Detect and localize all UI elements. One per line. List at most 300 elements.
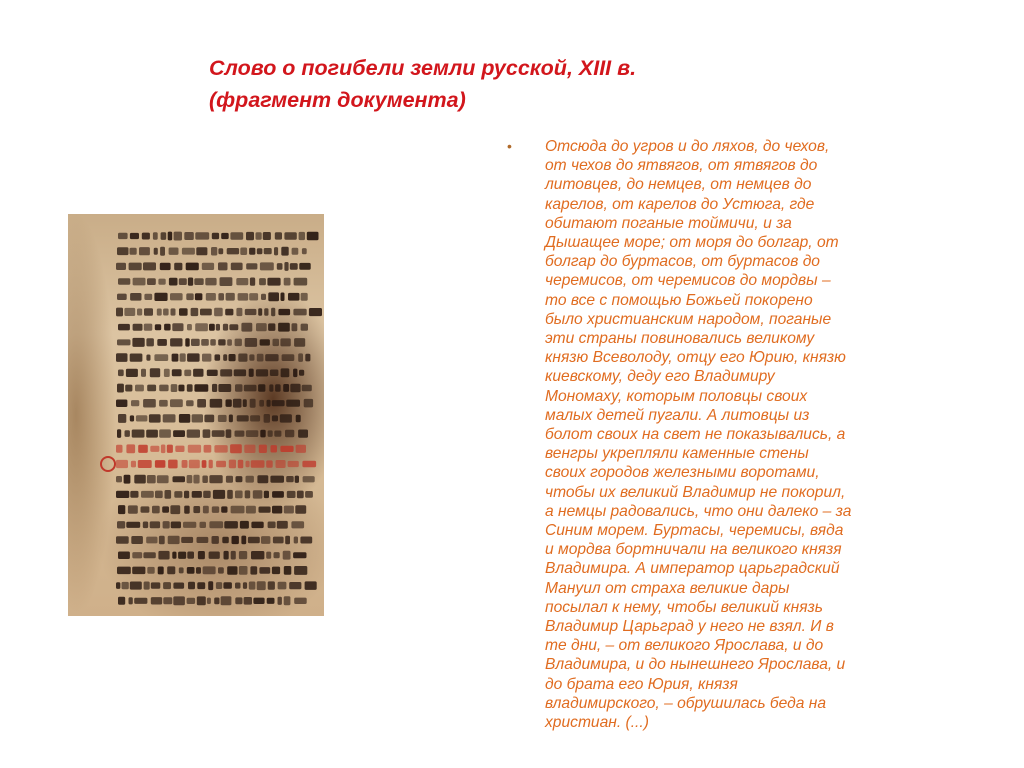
manuscript-script-stroke [261, 536, 270, 544]
manuscript-script-stroke [158, 551, 169, 560]
manuscript-script-stroke [226, 476, 233, 483]
manuscript-script-stroke [147, 278, 156, 285]
manuscript-script-stroke [295, 476, 299, 483]
manuscript-script-stroke [224, 521, 238, 528]
manuscript-script-stroke [275, 384, 281, 391]
manuscript-script-stroke [257, 581, 266, 590]
manuscript-script-stroke [259, 567, 270, 574]
manuscript-script-stroke [231, 506, 245, 514]
manuscript-script-stroke [268, 323, 275, 331]
manuscript-script-stroke [118, 414, 126, 423]
manuscript-script-stroke [179, 308, 188, 316]
manuscript-script-stroke [278, 323, 290, 332]
body-line: и мордва бортничали на великого князя [545, 541, 842, 559]
manuscript-image [68, 214, 324, 616]
manuscript-script-stroke [236, 278, 248, 285]
manuscript-script-stroke [174, 491, 182, 498]
manuscript-script-stroke [251, 460, 265, 468]
body-line: карелов, от карелов до Устюга, где [545, 195, 815, 213]
manuscript-script-stroke [197, 596, 206, 605]
manuscript-script-stroke [142, 233, 150, 240]
manuscript-script-stroke [169, 248, 179, 255]
manuscript-script-stroke [286, 476, 294, 482]
title-line-2: (фрагмент документа) [209, 88, 466, 112]
manuscript-script-stroke [149, 414, 161, 422]
manuscript-script-stroke [163, 521, 170, 528]
manuscript-script-stroke [241, 536, 246, 545]
title-line-1: Слово о погибели земли русской, XIII в. [209, 56, 637, 80]
manuscript-script-stroke [117, 521, 125, 528]
body-line: Синим морем. Буртасы, черемисы, вяда [545, 522, 844, 540]
manuscript-script-stroke [267, 400, 271, 407]
manuscript-script-stroke [259, 507, 271, 513]
manuscript-script-stroke [132, 567, 145, 575]
manuscript-script-stroke [245, 338, 257, 347]
manuscript-script-stroke [116, 445, 123, 453]
manuscript-script-stroke [128, 505, 138, 513]
manuscript-script-stroke [257, 248, 263, 254]
manuscript-script-stroke [191, 308, 199, 316]
manuscript-script-stroke [229, 415, 233, 423]
body-line: Отсюда до угров и до ляхов, до чехов, [545, 138, 830, 155]
manuscript-script-stroke [231, 551, 236, 560]
manuscript-script-stroke [125, 385, 132, 392]
manuscript-script-stroke [235, 583, 241, 589]
body-line: Владимир Царьград у него не взял. И в [545, 618, 834, 636]
manuscript-script-stroke [183, 522, 196, 528]
manuscript-script-stroke [225, 309, 233, 316]
manuscript-script-stroke [132, 430, 145, 438]
manuscript-script-stroke [258, 308, 262, 315]
manuscript-script-stroke [163, 309, 169, 316]
manuscript-script-stroke [171, 522, 181, 529]
manuscript-script-stroke [268, 522, 276, 529]
manuscript-script-stroke [187, 353, 200, 361]
manuscript-script-stroke [301, 324, 308, 331]
manuscript-script-stroke [154, 248, 158, 255]
manuscript-script-stroke [117, 294, 127, 300]
manuscript-script-stroke [179, 567, 184, 573]
manuscript-script-stroke [257, 354, 264, 362]
manuscript-script-stroke [207, 598, 211, 604]
body-line: обитают поганые тоймичи, и за [545, 214, 792, 232]
manuscript-script-stroke [256, 369, 268, 376]
manuscript-script-stroke [202, 476, 208, 484]
manuscript-script-stroke [232, 536, 239, 544]
manuscript-script-stroke [143, 262, 156, 270]
manuscript-script-stroke [196, 567, 201, 574]
manuscript-script-stroke [284, 232, 296, 239]
bullet-icon: • [507, 138, 512, 154]
manuscript-script-stroke [202, 354, 211, 362]
manuscript-script-stroke [163, 414, 176, 422]
manuscript-script-stroke [146, 537, 157, 544]
manuscript-script-stroke [200, 309, 212, 316]
manuscript-script-stroke [273, 537, 284, 544]
manuscript-script-stroke [276, 460, 286, 468]
manuscript-script-stroke [304, 399, 313, 408]
manuscript-script-stroke [131, 461, 136, 468]
manuscript-script-stroke [198, 551, 205, 559]
manuscript-script-stroke [209, 324, 215, 331]
manuscript-script-stroke [144, 582, 150, 590]
manuscript-script-stroke [284, 566, 292, 575]
manuscript-script-stroke [246, 461, 250, 468]
manuscript-script-stroke [238, 460, 244, 469]
manuscript-script-stroke [229, 354, 236, 361]
body-line: болгар до буртасов, от буртасов до [545, 253, 820, 271]
manuscript-script-stroke [184, 491, 189, 499]
manuscript-script-stroke [159, 400, 168, 407]
manuscript-script-stroke [305, 581, 317, 590]
manuscript-script-stroke [197, 582, 205, 589]
manuscript-script-stroke [116, 460, 128, 468]
manuscript-script-stroke [294, 278, 308, 286]
manuscript-script-stroke [151, 582, 161, 588]
manuscript-script-stroke [117, 384, 124, 393]
manuscript-script-stroke [192, 491, 202, 498]
manuscript-script-stroke [227, 248, 239, 254]
manuscript-script-stroke [203, 429, 211, 438]
manuscript-script-stroke [116, 263, 126, 270]
manuscript-script-stroke [147, 475, 156, 483]
manuscript-script-stroke [216, 461, 226, 467]
manuscript-script-stroke [264, 248, 272, 254]
manuscript-script-stroke [165, 490, 172, 499]
manuscript-script-stroke [161, 232, 167, 240]
manuscript-script-stroke [249, 293, 258, 300]
manuscript-script-stroke [116, 353, 128, 362]
manuscript-script-stroke [223, 354, 227, 361]
body-line: малых детей пугали. А литовцы из [545, 406, 810, 424]
manuscript-script-stroke [302, 385, 312, 391]
manuscript-script-stroke [295, 505, 306, 514]
manuscript-script-stroke [162, 506, 169, 512]
manuscript-script-stroke [205, 278, 216, 286]
manuscript-script-stroke [288, 461, 299, 467]
manuscript-script-stroke [218, 262, 228, 270]
body-line: то все с помощью Божьей покорено [545, 291, 813, 309]
manuscript-script-stroke [246, 232, 254, 240]
manuscript-script-stroke [293, 369, 297, 378]
manuscript-script-stroke [131, 536, 143, 544]
manuscript-script-stroke [216, 324, 220, 331]
manuscript-script-stroke [249, 582, 256, 590]
body-line: Мануил от страха великие дары [545, 579, 790, 597]
manuscript-script-stroke [264, 308, 268, 316]
manuscript-script-stroke [170, 399, 183, 407]
manuscript-script-stroke [203, 491, 211, 498]
manuscript-script-stroke [233, 399, 242, 408]
manuscript-script-stroke [173, 430, 185, 437]
manuscript-script-stroke [266, 552, 271, 559]
manuscript-script-stroke [240, 521, 249, 529]
manuscript-script-stroke [144, 308, 153, 316]
manuscript-script-stroke [230, 232, 243, 239]
manuscript-script-stroke [222, 537, 229, 543]
manuscript-script-stroke [284, 506, 294, 514]
manuscript-script-stroke [164, 369, 170, 377]
manuscript-script-stroke [188, 445, 201, 453]
manuscript-script-stroke [117, 429, 121, 438]
manuscript-script-stroke [135, 385, 144, 392]
manuscript-script-stroke [237, 415, 249, 421]
manuscript-script-stroke [291, 521, 304, 528]
body-line: Дышащее море; от моря до болгар, от [545, 234, 839, 252]
manuscript-script-stroke [293, 309, 306, 316]
manuscript-script-stroke [137, 309, 142, 316]
manuscript-script-stroke [244, 445, 255, 453]
manuscript-script-stroke [116, 491, 129, 498]
manuscript-script-stroke [184, 370, 191, 377]
manuscript-script-stroke [212, 506, 219, 513]
manuscript-script-stroke [209, 521, 223, 528]
manuscript-script-stroke [272, 491, 284, 498]
manuscript-script-stroke [263, 232, 271, 240]
manuscript-script-stroke [118, 552, 130, 560]
manuscript-script-stroke [178, 552, 186, 559]
manuscript-script-stroke [158, 567, 164, 575]
manuscript-script-stroke [174, 232, 182, 241]
manuscript-script-stroke [250, 415, 260, 421]
manuscript-script-stroke [173, 596, 185, 605]
manuscript-script-stroke [269, 384, 273, 391]
manuscript-script-stroke [163, 582, 171, 589]
manuscript-script-stroke [235, 384, 243, 392]
manuscript-script-stroke [202, 263, 214, 270]
manuscript-script-stroke [214, 598, 219, 605]
manuscript-script-stroke [132, 552, 142, 558]
manuscript-script-stroke [309, 308, 322, 316]
manuscript-script-stroke [204, 415, 214, 423]
manuscript-script-stroke [221, 506, 227, 512]
manuscript-script-stroke [208, 581, 213, 590]
manuscript-script-stroke [212, 233, 219, 240]
manuscript-script-stroke [218, 339, 225, 345]
manuscript-script-stroke [296, 415, 301, 423]
manuscript-script-stroke [131, 400, 139, 406]
manuscript-script-stroke [271, 445, 278, 452]
manuscript-script-stroke [243, 399, 247, 407]
manuscript-script-stroke [194, 278, 203, 285]
manuscript-script-stroke [256, 232, 262, 239]
manuscript-script-stroke [285, 430, 294, 438]
body-line: христиан. (...) [545, 714, 649, 732]
manuscript-script-stroke [146, 338, 154, 346]
manuscript-script-stroke [299, 263, 310, 270]
manuscript-script-stroke [293, 552, 306, 558]
body-line: князю Всеволоду, отцу его Юрию, князю [545, 349, 846, 367]
manuscript-script-stroke [251, 551, 264, 559]
manuscript-script-stroke [259, 278, 266, 285]
body-line: было христианским народом, поганые [545, 310, 832, 328]
manuscript-script-stroke [250, 566, 257, 574]
manuscript-script-stroke [290, 384, 300, 393]
manuscript-script-stroke [185, 338, 189, 346]
manuscript-script-stroke [187, 552, 194, 559]
manuscript-script-stroke [303, 476, 315, 482]
manuscript-script-stroke [116, 476, 122, 482]
manuscript-script-stroke [245, 309, 257, 315]
manuscript-script-stroke [251, 522, 263, 529]
manuscript-script-stroke [141, 506, 150, 512]
manuscript-script-stroke [195, 323, 208, 331]
manuscript-script-stroke [283, 551, 291, 560]
manuscript-script-stroke [195, 293, 203, 300]
manuscript-script-stroke [280, 414, 292, 422]
manuscript-script-stroke [223, 582, 232, 589]
manuscript-script-stroke [116, 536, 129, 544]
manuscript-script-stroke [253, 490, 263, 498]
manuscript-script-stroke [157, 339, 167, 346]
manuscript-script-stroke [305, 354, 310, 362]
manuscript-script-stroke [243, 582, 247, 589]
manuscript-script-stroke [280, 338, 290, 346]
manuscript-script-stroke [187, 384, 193, 391]
manuscript-script-stroke [172, 552, 176, 559]
red-initial-mark [101, 457, 115, 471]
manuscript-script-stroke [147, 385, 156, 392]
manuscript-script-stroke [278, 309, 290, 315]
manuscript-script-stroke [210, 399, 223, 408]
manuscript-script-stroke [239, 551, 247, 559]
manuscript-script-stroke [277, 521, 288, 529]
manuscript-script-stroke [126, 369, 138, 377]
manuscript-script-stroke [192, 414, 203, 422]
manuscript-script-stroke [271, 308, 275, 316]
manuscript-script-stroke [218, 384, 231, 392]
manuscript-script-stroke [204, 445, 212, 453]
manuscript-script-stroke [191, 339, 200, 346]
manuscript-script-stroke [224, 551, 229, 560]
manuscript-script-stroke [282, 354, 295, 361]
manuscript-script-stroke [214, 445, 227, 453]
manuscript-script-stroke [116, 582, 120, 589]
manuscript-script-stroke [200, 522, 207, 528]
manuscript-script-stroke [203, 566, 216, 574]
manuscript-script-stroke [272, 506, 282, 514]
manuscript-script-stroke [260, 262, 274, 270]
manuscript-script-stroke [240, 248, 247, 256]
manuscript-script-stroke [124, 308, 135, 316]
body-line: черемисов, от черемисов до мордвы – [545, 272, 831, 290]
manuscript-script-stroke [130, 248, 137, 255]
manuscript-script-stroke [298, 353, 303, 362]
manuscript-script-stroke [169, 278, 178, 286]
manuscript-script-stroke [260, 430, 265, 438]
manuscript-script-stroke [130, 415, 134, 421]
manuscript-script-stroke [197, 399, 206, 408]
manuscript-script-stroke [122, 582, 129, 589]
body-line: литовцев, до немцев, от немцев до [545, 176, 812, 194]
manuscript-script-stroke [159, 536, 165, 545]
manuscript-script-stroke [126, 522, 140, 528]
manuscript-script-stroke [264, 414, 270, 423]
manuscript-script-stroke [260, 339, 270, 345]
manuscript-script-stroke [143, 399, 156, 408]
manuscript-script-stroke [130, 233, 139, 239]
manuscript-script-stroke [188, 278, 193, 286]
manuscript-script-stroke [214, 308, 223, 317]
body-line: от чехов до ятвягов, от ятвягов до [545, 157, 818, 175]
manuscript-script-stroke [160, 247, 165, 256]
manuscript-script-stroke [186, 400, 194, 406]
manuscript-script-stroke [234, 369, 246, 376]
manuscript-script-stroke [299, 232, 305, 240]
manuscript-script-stroke [143, 522, 148, 529]
manuscript-script-stroke [221, 596, 232, 605]
manuscript-script-stroke [118, 505, 125, 514]
manuscript-page-icon [68, 214, 324, 616]
manuscript-script-stroke [294, 537, 298, 544]
manuscript-script-stroke [182, 460, 188, 468]
manuscript-script-stroke [246, 263, 257, 269]
manuscript-script-stroke [250, 278, 255, 286]
manuscript-script-stroke [141, 369, 146, 377]
manuscript-script-stroke [227, 490, 233, 499]
manuscript-script-stroke [136, 415, 148, 421]
manuscript-script-stroke [213, 490, 225, 499]
manuscript-script-stroke [163, 597, 172, 604]
manuscript-script-stroke [147, 567, 154, 574]
manuscript-script-stroke [168, 232, 173, 241]
manuscript-script-stroke [144, 324, 153, 331]
manuscript-script-stroke [150, 521, 160, 528]
body-line: болот своих на свет не показывались, а [545, 426, 846, 444]
manuscript-script-stroke [172, 354, 179, 362]
manuscript-script-stroke [296, 445, 306, 453]
body-text [545, 137, 945, 732]
manuscript-script-stroke [173, 583, 184, 589]
manuscript-script-stroke [299, 370, 304, 376]
manuscript-script-stroke [125, 430, 130, 437]
manuscript-script-stroke [116, 308, 123, 317]
manuscript-script-stroke [202, 460, 207, 468]
manuscript-script-stroke [138, 460, 152, 468]
manuscript-script-stroke [211, 247, 217, 256]
body-line: эти страны повиновались великому [545, 330, 815, 348]
body-line: те дни, – от великого Ярослава, и до [545, 637, 824, 655]
manuscript-script-stroke [281, 247, 288, 256]
manuscript-script-stroke [182, 248, 195, 255]
body-line: посылал к нему, чтобы великий князь [545, 598, 823, 616]
manuscript-script-stroke [235, 431, 245, 437]
manuscript-script-stroke [134, 475, 146, 484]
manuscript-script-stroke [285, 536, 290, 545]
manuscript-script-stroke [238, 293, 249, 301]
manuscript-script-stroke [257, 475, 268, 483]
manuscript-script-stroke [273, 339, 280, 346]
manuscript-script-stroke [246, 476, 254, 483]
manuscript-script-stroke [161, 445, 166, 454]
manuscript-script-stroke [187, 567, 195, 574]
manuscript-script-stroke [290, 263, 298, 270]
manuscript-script-stroke [153, 232, 158, 240]
manuscript-script-stroke [268, 430, 273, 437]
manuscript-script-stroke [173, 476, 186, 482]
manuscript-script-stroke [298, 430, 308, 438]
manuscript-script-stroke [244, 597, 252, 605]
manuscript-script-stroke [235, 597, 242, 604]
manuscript-script-stroke [209, 475, 222, 483]
manuscript-script-stroke [287, 491, 296, 498]
manuscript-script-stroke [116, 400, 127, 408]
manuscript-script-stroke [118, 597, 125, 605]
manuscript-script-stroke [292, 323, 298, 331]
body-line: своих городов железными воротами, [545, 464, 820, 482]
manuscript-script-stroke [130, 354, 143, 362]
manuscript-script-stroke [221, 233, 229, 239]
